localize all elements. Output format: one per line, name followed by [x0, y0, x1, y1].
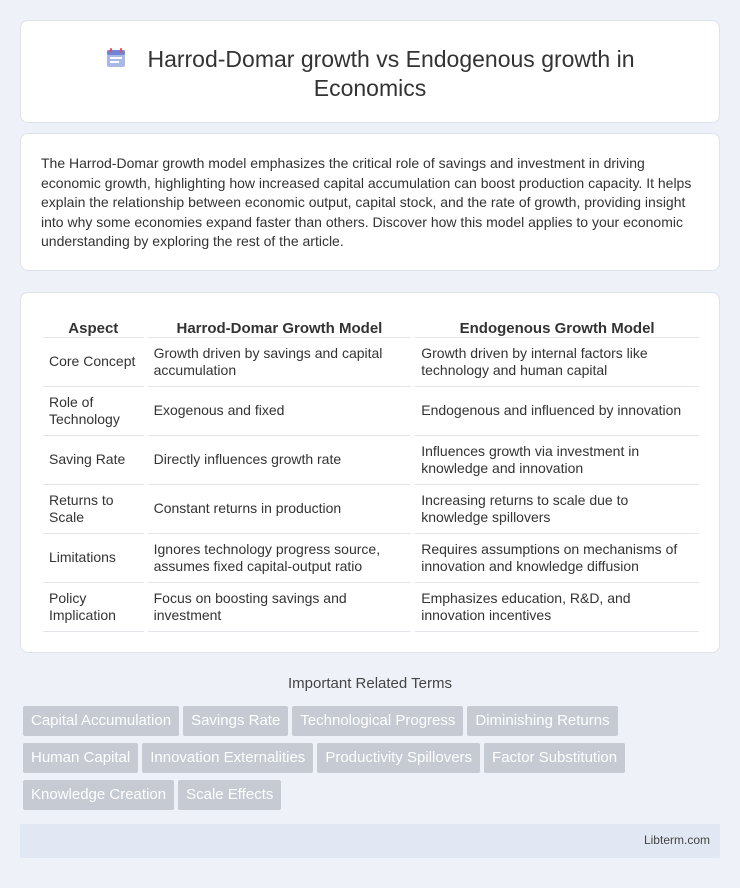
- aspect-cell: Core Concept: [43, 338, 144, 387]
- harrod-domar-cell: Exogenous and fixed: [148, 387, 412, 436]
- harrod-domar-cell: Constant returns in production: [148, 485, 412, 534]
- tag-innovation-externalities[interactable]: Innovation Externalities: [142, 743, 313, 773]
- related-terms-list: [23, 706, 713, 817]
- table-row: [43, 338, 699, 387]
- tag-diminishing-returns[interactable]: Diminishing Returns: [467, 706, 617, 736]
- endogenous-cell: Increasing returns to scale due to knowledge spillovers: [415, 485, 699, 534]
- related-terms-heading: Important Related Terms: [288, 675, 452, 692]
- tag-capital-accumulation[interactable]: Capital Accumulation: [23, 706, 179, 736]
- tag-row: [23, 706, 713, 743]
- aspect-cell: Policy Implication: [43, 583, 144, 632]
- endogenous-cell: Growth driven by internal factors like technology and human capital: [415, 338, 699, 387]
- table-row: [43, 436, 699, 485]
- header-aspect: Aspect: [43, 315, 144, 338]
- header-harrod-domar: Harrod-Domar Growth Model: [148, 315, 412, 338]
- harrod-domar-cell: Focus on boosting savings and investment: [148, 583, 412, 632]
- aspect-cell: Limitations: [43, 534, 144, 583]
- aspect-cell: Saving Rate: [43, 436, 144, 485]
- tag-savings-rate[interactable]: Savings Rate: [183, 706, 288, 736]
- tag-knowledge-creation[interactable]: Knowledge Creation: [23, 780, 174, 810]
- comparison-card: [20, 292, 720, 653]
- endogenous-cell: Requires assumptions on mechanisms of innovation and knowledge diffusion: [415, 534, 699, 583]
- tag-row: [23, 743, 713, 780]
- document-list-icon: [105, 47, 127, 69]
- title-card: [20, 20, 720, 123]
- tag-factor-substitution[interactable]: Factor Substitution: [484, 743, 625, 773]
- tag-productivity-spillovers[interactable]: Productivity Spillovers: [317, 743, 480, 773]
- tag-human-capital[interactable]: Human Capital: [23, 743, 138, 773]
- header-endogenous: Endogenous Growth Model: [415, 315, 699, 338]
- footer-site-link[interactable]: Libterm.com: [643, 833, 710, 847]
- table-row: [43, 387, 699, 436]
- endogenous-cell: Emphasizes education, R&D, and innovation incentives: [415, 583, 699, 632]
- harrod-domar-cell: Directly influences growth rate: [148, 436, 412, 485]
- tag-technological-progress[interactable]: Technological Progress: [292, 706, 463, 736]
- harrod-domar-cell: Ignores technology progress source, assumes fixed capital-output ratio: [148, 534, 412, 583]
- aspect-cell: Role of Technology: [43, 387, 144, 436]
- tag-row: [23, 780, 713, 817]
- aspect-cell: Returns to Scale: [43, 485, 144, 534]
- table-header-row: [43, 315, 699, 338]
- harrod-domar-cell: Growth driven by savings and capital accumulation: [148, 338, 412, 387]
- page-title: Harrod-Domar growth vs Endogenous growth in Economics: [147, 46, 635, 101]
- page-title-wrap: [61, 45, 679, 103]
- table-row: [43, 534, 699, 583]
- endogenous-cell: Influences growth via investment in knowledge and innovation: [415, 436, 699, 485]
- table-row: [43, 485, 699, 534]
- table-row: [43, 583, 699, 632]
- intro-card: [20, 133, 720, 271]
- tag-scale-effects[interactable]: Scale Effects: [178, 780, 281, 810]
- comparison-table: [43, 315, 699, 632]
- footer-bar: [20, 824, 720, 858]
- endogenous-cell: Endogenous and influenced by innovation: [415, 387, 699, 436]
- intro-paragraph: The Harrod-Domar growth model emphasizes the critical role of savings and investment in driving economic growth, highlighting how increased capital accumulation can boost production capacity. It helps explain the relationship between economic output, capital stock, and the rate of growth, providing insight into why some economies expand faster than others. Discover how this model applies to your economic understanding by exploring the rest of the article.: [41, 155, 692, 249]
